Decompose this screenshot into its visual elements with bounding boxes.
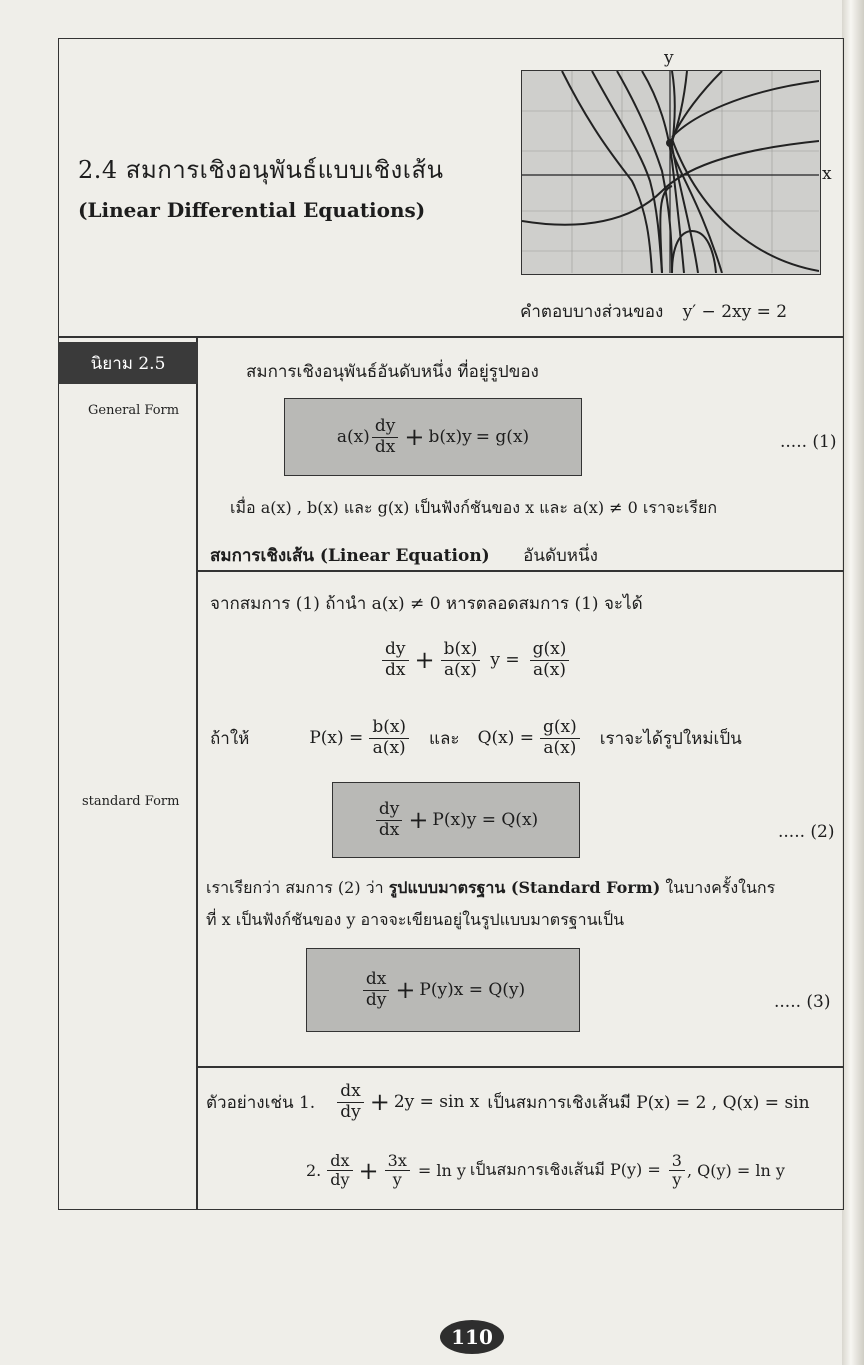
substitution-line: ถ้าให้ P(x) = $\frac{b(x)}{a(x)}$ และ Q(x) = $\frac{g(x)}{a(x)}$ เราจะได้รูปใหม่เป็น — [210, 717, 742, 758]
solution-curves-figure — [521, 70, 821, 275]
x-axis-label: x — [822, 164, 832, 184]
equation-2-box: $\frac{dy}{dx}$ + P(x)y = Q(x) — [332, 782, 580, 858]
standard-form-term: รูปแบบมาตรฐาน (Standard Form) — [388, 878, 661, 897]
q-definition: Q(x) = — [477, 728, 534, 749]
eq1-rhs: = g(x) — [475, 427, 530, 447]
p-definition: P(x) = — [309, 728, 364, 749]
example-1: ตัวอย่างเช่น 1. $\frac{dx}{dy}$ + 2y = sin x เป็นสมการเชิงเส้นมี P(x) = 2 , Q(x) = sin — [206, 1081, 810, 1122]
definition-column-divider — [196, 336, 198, 1210]
figure-caption-equation: y′ − 2xy = 2 — [682, 302, 788, 322]
figure-caption-text: คำตอบบางส่วนของ — [520, 302, 664, 322]
definition-where: เมื่อ a(x) , b(x) และ g(x) เป็นฟังก์ชันของ x และ a(x) ≠ 0 เราจะเรียก — [230, 498, 718, 517]
page-edge — [842, 0, 864, 1365]
divided-equation: $\frac{dy}{dx}$ + $\frac{b(x)}{a(x)}$ y = $\frac{g(x)}{a(x)}$ — [380, 640, 571, 680]
linear-equation-term: สมการเชิงเส้น (Linear Equation) — [210, 546, 490, 566]
standard-form-label: standard Form — [82, 794, 180, 809]
y-axis-label: y — [664, 48, 674, 68]
definition-intro: สมการเชิงอนุพันธ์อันดับหนึ่ง ที่อยู่รูปของ — [246, 362, 539, 382]
eq1-derivative: $\frac{dy}{dx}$ — [372, 417, 399, 457]
eq1-a: a(x) — [336, 427, 370, 447]
initial-point — [666, 139, 674, 147]
solution-curves-plot — [522, 71, 819, 273]
standard-form-description: เราเรียกว่า สมการ (2) ว่า รูปแบบมาตรฐาน (Standard Form) ในบางครั้งในกร — [206, 878, 776, 897]
plus-sign: + — [404, 423, 425, 451]
divider-examples — [198, 1066, 844, 1068]
definition-name: สมการเชิงเส้น (Linear Equation) อันดับหนึ่ง — [210, 546, 598, 566]
section-title: 2.4 สมการเชิงอนุพันธ์แบบเชิงเส้น — [78, 156, 444, 184]
section-subtitle: (Linear Differential Equations) — [78, 198, 426, 222]
example-2: 2. $\frac{dx}{dy}$ + $\frac{3x}{y}$ = ln y เป็นสมการเชิงเส้นมี P(y) = $\frac{3}{y}$ , Q(y) = ln y — [306, 1151, 785, 1190]
page-number: 110 — [440, 1320, 504, 1354]
equation-3-box: $\frac{dx}{dy}$ + P(y)x = Q(y) — [306, 948, 580, 1032]
eq1-b: b(x)y — [428, 427, 472, 447]
divider-definition — [58, 336, 844, 338]
equation-3-tag: ..... (3) — [774, 992, 831, 1012]
figure-caption — [520, 298, 787, 325]
general-form-label: General Form — [88, 403, 180, 418]
equation-1-tag: ..... (1) — [780, 432, 837, 452]
divider-standard — [198, 570, 844, 572]
equation-1-box — [284, 398, 582, 476]
divide-text: จากสมการ (1) ถ้านำ a(x) ≠ 0 หารตลอดสมการ (1) จะได้ — [210, 594, 643, 614]
standard-form-description-2: ที่ x เป็นฟังก์ชันของ y อาจจะเขียนอยู่ในรูปแบบมาตรฐานเป็น — [206, 910, 625, 929]
definition-tab: นิยาม 2.5 — [58, 342, 198, 384]
equation-2-tag: ..... (2) — [778, 822, 835, 842]
